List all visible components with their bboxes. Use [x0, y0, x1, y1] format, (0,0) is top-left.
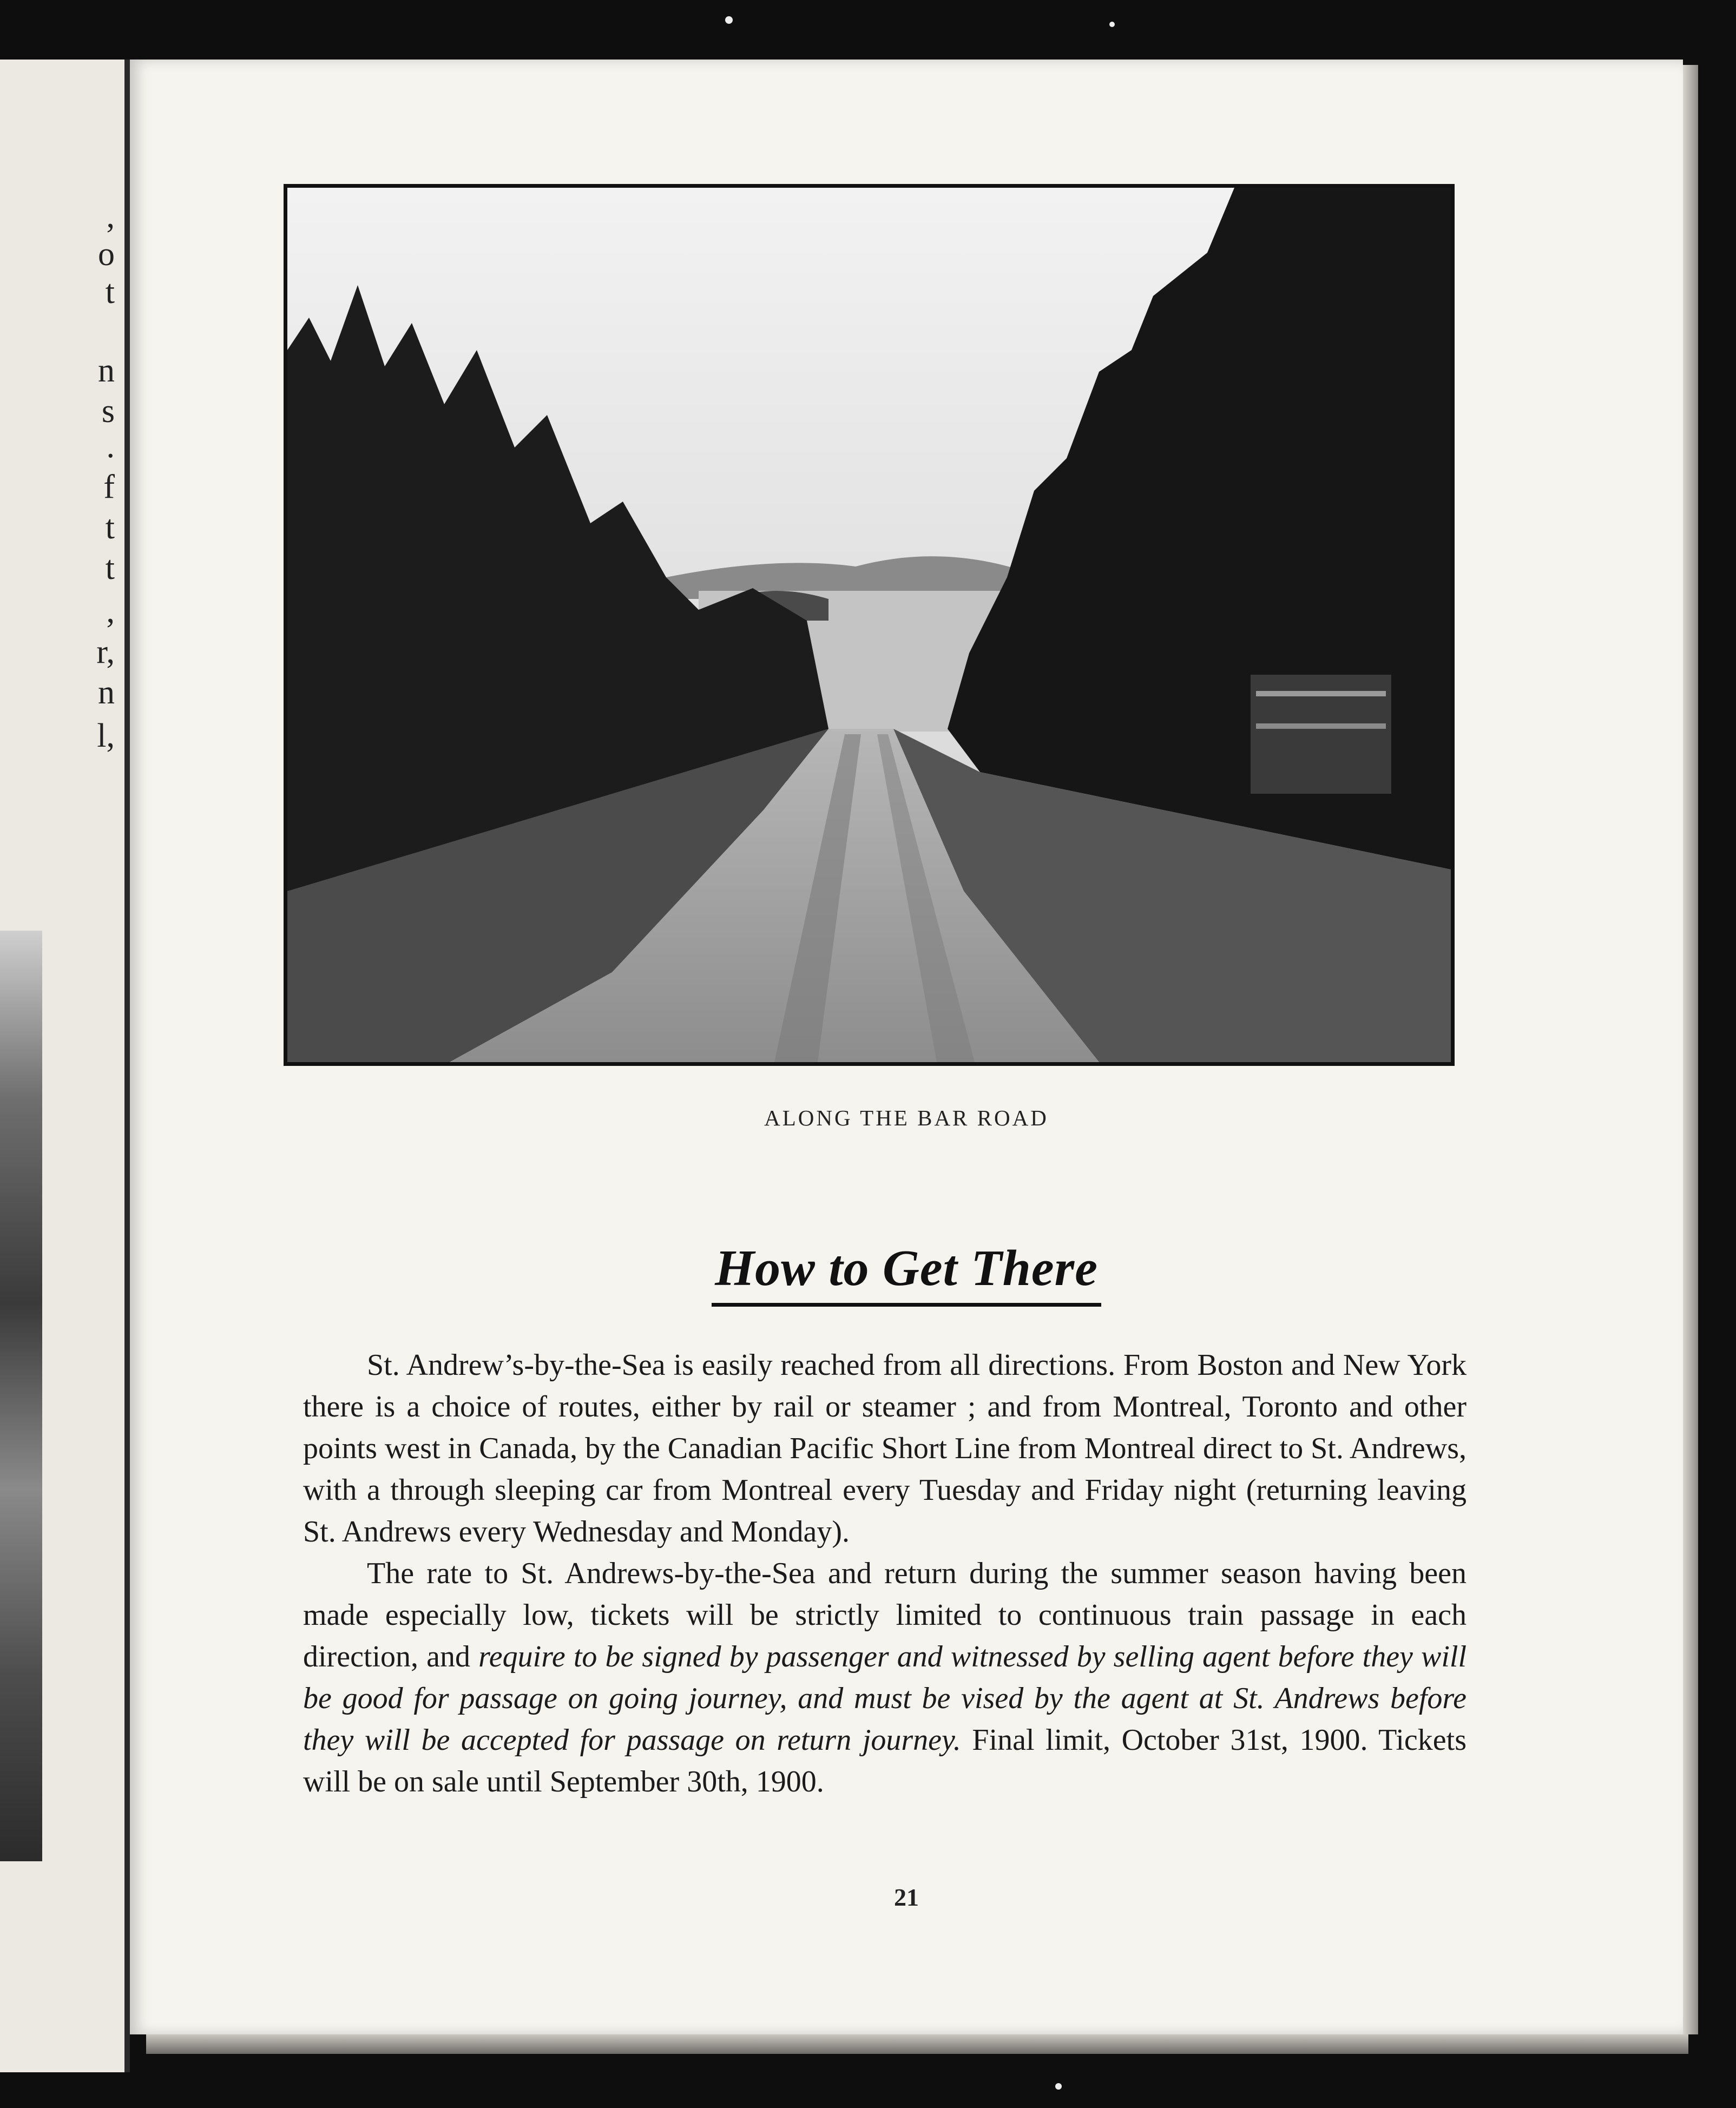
- bar-road-photograph-image: [287, 188, 1451, 1062]
- page-edge: [1683, 65, 1698, 2034]
- left-page-fragment: s: [101, 393, 115, 430]
- scan-speck: [725, 16, 733, 24]
- left-page-fragment: r,: [96, 634, 115, 670]
- heading-container: [130, 1239, 1683, 1307]
- left-page-fragment: f: [103, 469, 115, 505]
- body-text: [303, 1345, 1467, 1803]
- section-heading: How to Get There: [712, 1239, 1101, 1307]
- scan-speck: [1109, 22, 1115, 27]
- page-bottom-edge: [146, 2034, 1688, 2054]
- photo-caption: ALONG THE BAR ROAD: [764, 1105, 1049, 1130]
- bar-road-photograph: [284, 184, 1455, 1066]
- paragraph-1-text: St. Andrew’s-by-the-Sea is easily reached from all directions. From Boston and New York there is a choice of routes, either by rail or steamer ; and from Montreal, Toronto and other points west in Canada, by the Canadian Pacific Short Line from Montreal direct to St. Andrews, with a through sleeping car from Montreal every Tuesday and Friday night (returning leaving St. Andrews every Wednesday and Monday).: [303, 1348, 1467, 1549]
- paragraph-2-italic: require to be signed by passenger and witnessed by selling agent before they will be good for passage on going journey, and must be vised by the agent at St. Andrews before they will be accepted for passage on return journey.: [303, 1640, 1467, 1757]
- page-number: 21: [894, 1883, 919, 1911]
- paragraph-2-text: The rate to St. Andrews-by-the-Sea and return during the summer season having been made especially low, tickets will be strictly limited to continuous train passage in each direction, and: [303, 1557, 1467, 1674]
- left-page-fragment: o: [98, 236, 115, 273]
- left-page-fragment: t: [105, 274, 115, 311]
- left-page-photo-edge: [0, 931, 42, 1861]
- left-facing-page: [0, 60, 130, 2072]
- paragraph-1: [303, 1345, 1467, 1553]
- scan-speck: [1055, 2083, 1062, 2090]
- left-page-fragment: t: [105, 509, 115, 546]
- paragraph-2: [303, 1553, 1467, 1803]
- left-page-fragment: ,: [106, 593, 115, 630]
- paragraph-2-tail: Final limit, October 31st, 1900. Tickets will be on sale until September 30th, 1900.: [303, 1723, 1467, 1799]
- left-page-fragment: t: [105, 550, 115, 587]
- left-page-fragment: ,: [106, 198, 115, 235]
- left-page-fragment: .: [106, 428, 115, 465]
- left-page-fragment: n: [98, 674, 115, 711]
- left-page-fragment: l,: [97, 717, 115, 754]
- left-page-fragment: n: [98, 352, 115, 389]
